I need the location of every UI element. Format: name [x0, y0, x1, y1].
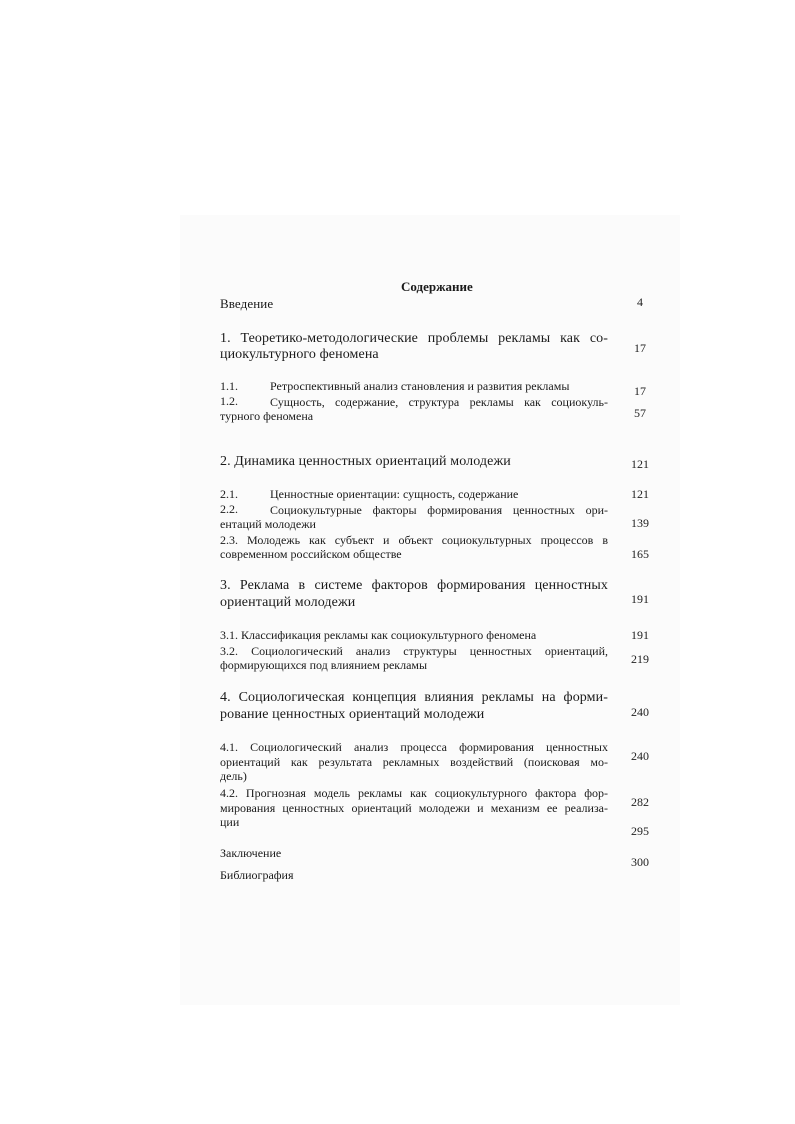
toc-2-1-page: 121 — [631, 487, 649, 501]
toc-3-2-line1: 3.2. Социологический анализ структуры ценностных ориентаций, — [220, 644, 608, 658]
toc-ch1-line1: 1. Теоретико-методологические проблемы рекламы как со- — [220, 331, 608, 346]
toc-ch3-line2: ориентаций молодежи — [220, 595, 356, 610]
toc-4-1-page: 240 — [631, 749, 649, 763]
toc-4-1-line2: ориентаций как результата рекламных воздействий (поисковая мо- — [220, 755, 608, 769]
toc-bibliography-label: Библиография — [220, 868, 294, 882]
toc-2-2-line2: ентаций молодежи — [220, 517, 316, 531]
toc-ch4-line1: 4. Социологическая концепция влияния рекламы на форми- — [220, 690, 608, 705]
toc-title: Содержание — [401, 279, 473, 294]
toc-2-1-text: Ценностные ориентации: сущность, содержание — [270, 487, 519, 501]
toc-2-3-page: 165 — [631, 547, 649, 561]
toc-ch4-line2: рование ценностных ориентаций молодежи — [220, 707, 485, 722]
toc-intro-page: 4 — [637, 295, 643, 309]
toc-conclusion-label: Заключение — [220, 846, 282, 860]
toc-1-2-line1: Сущность, содержание, структура рекламы как социокуль- — [270, 395, 608, 409]
toc-ch1-line2: циокультурного феномена — [220, 347, 379, 362]
toc-4-2-page: 282 — [631, 795, 649, 809]
toc-ch2-page: 121 — [631, 457, 649, 471]
toc-2-2-line1: Социокультурные факторы формирования ценностных ори- — [270, 503, 608, 517]
toc-ch2-line1: 2. Динамика ценностных ориентаций молодежи — [220, 454, 511, 469]
toc-1-1-text: Ретроспективный анализ становления и развития рекламы — [270, 379, 570, 393]
toc-2-3-line1: 2.3. Молодежь как субъект и объект социокультурных процессов в — [220, 533, 608, 547]
toc-ch4-page: 240 — [631, 705, 649, 719]
toc-3-1-page: 191 — [631, 628, 649, 642]
toc-intro-label: Введение — [220, 296, 274, 311]
toc-conclusion-page: 295 — [631, 824, 649, 838]
toc-4-1-line1: 4.1. Социологический анализ процесса формирования ценностных — [220, 740, 608, 754]
toc-1-1-number: 1.1. — [220, 379, 238, 393]
toc-3-2-line2: формирующихся под влиянием рекламы — [220, 658, 428, 672]
toc-4-1-line3: дель) — [220, 769, 247, 783]
toc-1-2-number: 1.2. — [220, 394, 238, 408]
toc-3-1-text: 3.1. Классификация рекламы как социокультурного феномена — [220, 628, 537, 642]
toc-4-2-line3: ции — [220, 815, 240, 829]
toc-2-3-line2: современном российском обществе — [220, 547, 402, 561]
toc-2-2-number: 2.2. — [220, 502, 238, 516]
toc-2-1-number: 2.1. — [220, 487, 238, 501]
toc-1-2-line2: турного феномена — [220, 409, 314, 423]
toc-4-2-line1: 4.2. Прогнозная модель рекламы как социокультурного фактора фор- — [220, 786, 608, 800]
toc-3-2-page: 219 — [631, 652, 649, 666]
toc-1-1-page: 17 — [634, 384, 646, 398]
toc-ch3-page: 191 — [631, 592, 649, 606]
toc-2-2-page: 139 — [631, 516, 649, 530]
toc-1-2-page: 57 — [634, 406, 646, 420]
toc-4-2-line2: мирования ценностных ориентаций молодежи и механизм ее реализа- — [220, 801, 608, 815]
toc-bibliography-page: 300 — [631, 855, 649, 869]
toc-ch1-page: 17 — [634, 341, 646, 355]
toc-ch3-line1: 3. Реклама в системе факторов формирования ценностных — [220, 578, 608, 593]
